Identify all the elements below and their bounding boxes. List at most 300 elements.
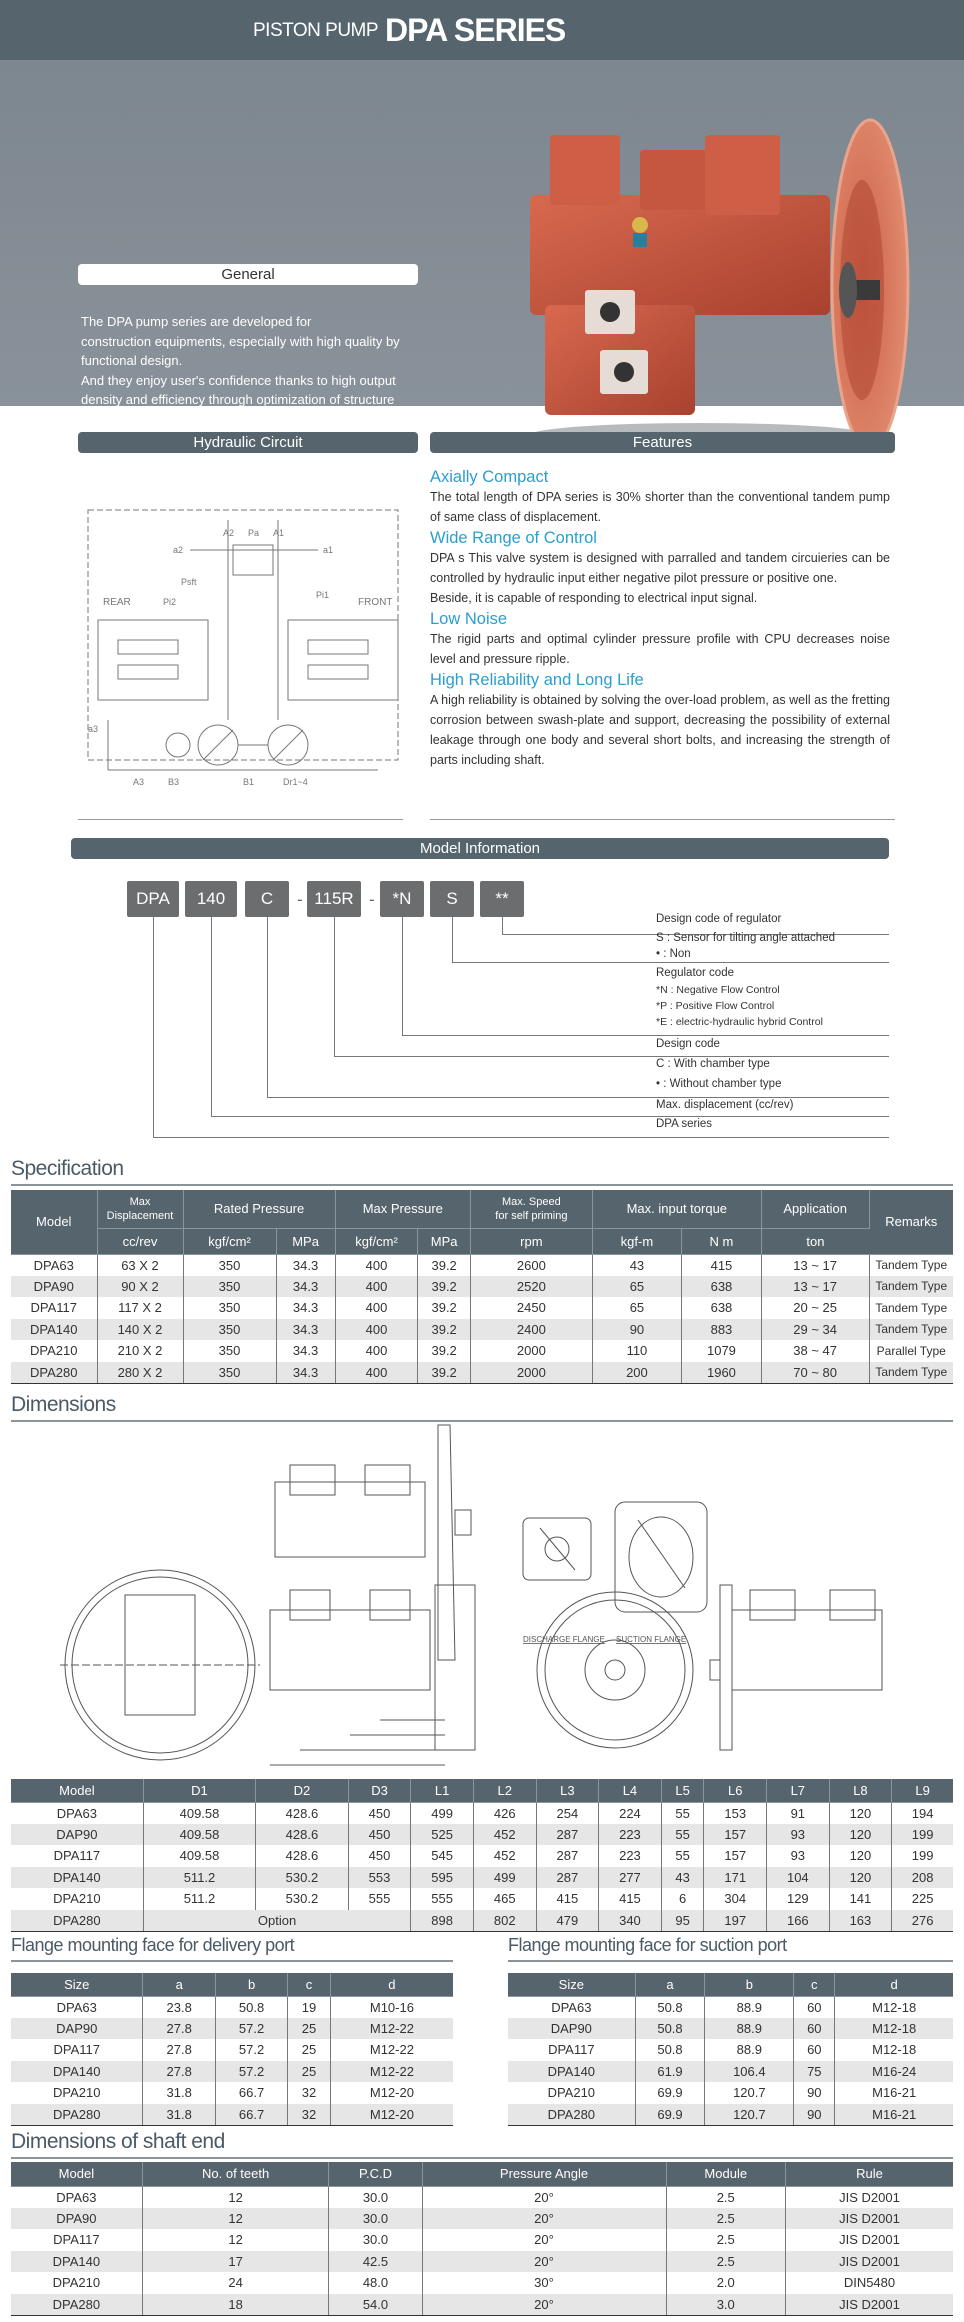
table-cell: 13 ~ 17 <box>761 1254 869 1276</box>
table-cell: 39.2 <box>418 1362 471 1384</box>
table-cell: 400 <box>335 1362 418 1384</box>
table-cell: 25 <box>288 2018 331 2040</box>
table-cell: 511.2 <box>143 1867 255 1889</box>
dimensions-table <box>11 1779 953 1932</box>
table-cell: 42.5 <box>329 2251 422 2273</box>
hero-section <box>0 60 964 427</box>
table-cell: 400 <box>335 1254 418 1276</box>
table-cell: 511.2 <box>143 1888 255 1910</box>
feature-title: Wide Range of Control <box>430 529 597 547</box>
table-cell: M12-18 <box>835 2018 953 2040</box>
table-cell: 638 <box>682 1276 762 1298</box>
table-cell: 110 <box>592 1340 681 1362</box>
table-cell: 428.6 <box>256 1845 349 1867</box>
table-row <box>11 1297 953 1319</box>
table-cell: Tandem Type <box>875 1300 948 1315</box>
table-cell: 2600 <box>470 1254 592 1276</box>
table-cell: 55 <box>661 1845 704 1867</box>
section-rule <box>508 1960 953 1962</box>
column-header: L6 <box>704 1779 767 1802</box>
table-cell: 553 <box>348 1867 411 1889</box>
model-desc-reg-p: *P : Positive Flow Control <box>656 1000 775 1012</box>
table-cell: M16-21 <box>872 2085 917 2101</box>
table-row <box>508 2039 953 2061</box>
table-row <box>11 2186 953 2208</box>
feature-body: The total length of DPA series is 30% shorter than the conventional tandem pump of same class of displacement. <box>430 490 890 524</box>
table-cell: 530.2 <box>256 1888 349 1910</box>
table-cell: M12-20 <box>330 2104 453 2126</box>
table-cell: 3.0 <box>666 2294 785 2316</box>
table-cell: 50.8 <box>635 2018 705 2040</box>
table-cell: 32 <box>288 2082 331 2104</box>
table-cell: 287 <box>536 1824 599 1846</box>
table-cell: 415 <box>599 1888 662 1910</box>
connector-line <box>402 917 403 1035</box>
table-cell: 12 <box>142 2208 329 2230</box>
table-cell: DPA117 <box>508 2039 635 2061</box>
section-rule <box>11 2157 953 2159</box>
table-cell: 91 <box>767 1802 830 1824</box>
table-row <box>11 1910 953 1932</box>
table-row <box>11 1254 953 1276</box>
table-row <box>11 2294 953 2316</box>
table-cell: 90 <box>794 2104 835 2126</box>
table-row <box>11 2061 453 2083</box>
circuit-label: Pa <box>248 528 260 538</box>
header-prefix: PISTON PUMP <box>253 20 379 41</box>
column-header: L2 <box>473 1779 536 1802</box>
table-cell: 2.5 <box>666 2251 785 2273</box>
table-cell: 93 <box>767 1824 830 1846</box>
table-cell: 34.3 <box>276 1276 335 1298</box>
column-header: L3 <box>536 1779 599 1802</box>
table-cell: 199 <box>892 1824 953 1846</box>
general-label: General <box>78 264 418 285</box>
col-max-speed: Max. Speed for self priming <box>470 1190 592 1228</box>
table-cell: Tandem Type <box>869 1362 953 1384</box>
table-cell: DPA63 <box>11 1996 143 2018</box>
table-row <box>11 1340 953 1362</box>
page-header <box>0 0 964 60</box>
table-cell: 69.9 <box>635 2082 705 2104</box>
column-header: Size <box>11 1973 143 1996</box>
table-cell: DPA117 <box>11 1297 97 1319</box>
table-cell: 350 <box>183 1297 276 1319</box>
table-cell: JIS D2001 <box>785 2208 953 2230</box>
column-header: P.C.D <box>329 2162 422 2186</box>
table-cell: 25 <box>288 2039 331 2061</box>
table-row <box>11 2208 953 2230</box>
table-cell: M12-22 <box>330 2061 453 2083</box>
table-cell: 65 <box>592 1276 681 1298</box>
circuit-label: a1 <box>323 545 334 555</box>
column-header: a <box>143 1973 215 1996</box>
table-cell: M16-21 <box>835 2104 953 2126</box>
table-cell: 280 X 2 <box>97 1362 183 1384</box>
circuit-label: FRONT <box>358 597 393 608</box>
model-desc-max-disp: Max. displacement (cc/rev) <box>656 1099 794 1111</box>
table-cell: 415 <box>536 1888 599 1910</box>
table-row <box>508 1996 953 2018</box>
table-row <box>11 1888 953 1910</box>
model-code-displacement: 140 <box>185 881 237 917</box>
circuit-label: A2 <box>223 528 235 538</box>
table-cell: 66.7 <box>215 2082 287 2104</box>
model-desc-chamber-none: • : Without chamber type <box>656 1078 782 1090</box>
table-cell: 525 <box>411 1824 474 1846</box>
model-desc-sensor: S : Sensor for tilting angle attached <box>656 932 835 944</box>
table-cell: 450 <box>348 1845 411 1867</box>
table-cell: 400 <box>335 1319 418 1341</box>
table-cell: 555 <box>348 1888 411 1910</box>
table-row <box>11 2272 953 2294</box>
table-cell: 120 <box>829 1845 892 1867</box>
table-cell: 409.58 <box>143 1802 255 1824</box>
table-cell: DPA117 <box>11 1845 143 1867</box>
table-cell: DPA210 <box>508 2082 635 2104</box>
section-rule <box>11 1960 453 1962</box>
table-cell: 276 <box>892 1910 953 1932</box>
column-header: D1 <box>143 1779 255 1802</box>
feature-title: Low Noise <box>430 610 508 628</box>
table-cell: 409.58 <box>143 1845 255 1867</box>
table-cell: 27.8 <box>143 2039 215 2061</box>
table-cell: DPA63 <box>11 1254 97 1276</box>
circuit-label: A1 <box>273 528 285 538</box>
table-cell: 31.8 <box>143 2104 215 2126</box>
table-cell: DPA63 <box>508 1996 635 2018</box>
table-cell: 12 <box>142 2186 329 2208</box>
column-header: L4 <box>599 1779 662 1802</box>
table-cell: 530.2 <box>256 1867 349 1889</box>
model-desc-reg-n: *N : Negative Flow Control <box>656 984 780 996</box>
table-cell: DPA117 <box>11 2039 143 2061</box>
table-cell: 27.8 <box>143 2061 215 2083</box>
circuit-label: B3 <box>168 777 180 787</box>
table-cell: 350 <box>183 1319 276 1341</box>
table-row <box>11 2104 453 2126</box>
table-cell: 69.9 <box>635 2104 705 2126</box>
model-desc-regulator-code: Regulator code <box>656 967 734 979</box>
column-header: kgf-m <box>592 1228 681 1254</box>
table-cell: 400 <box>335 1340 418 1362</box>
table-row <box>11 1319 953 1341</box>
table-cell: Tandem Type <box>869 1276 953 1298</box>
model-desc-reg-e: *E : electric-hydraulic hybrid Control <box>656 1016 823 1028</box>
table-cell: Tandem Type <box>869 1319 953 1341</box>
dimension-drawings <box>60 1420 920 1780</box>
table-cell: 25 <box>288 2061 331 2083</box>
hydraulic-circuit-header: Hydraulic Circuit <box>78 432 418 453</box>
table-cell: 400 <box>335 1276 418 1298</box>
table-cell: 499 <box>473 1867 536 1889</box>
table-cell: 70 ~ 80 <box>761 1362 869 1384</box>
table-cell: 117 X 2 <box>97 1297 183 1319</box>
feature-body: A high reliability is obtained by solving the over-load problem, as well as the fretting corrosion between swash-plate and support, decreasing the possibility of external leakage through one body and several short bolts, and increasing the strength of parts including shaft. <box>430 693 890 767</box>
model-code-sensor: S <box>430 881 474 917</box>
general-line: The DPA pump series are developed for <box>81 314 312 329</box>
table-cell: DPA280 <box>11 1362 97 1384</box>
table-cell: 60 <box>794 2039 835 2061</box>
table-cell: 210 X 2 <box>97 1340 183 1362</box>
table-cell: 224 <box>599 1802 662 1824</box>
table-cell: DPA63 <box>11 1802 143 1824</box>
features-list <box>430 466 890 770</box>
feature-body: Beside, it is capable of responding to electrical input signal. <box>430 591 758 605</box>
model-desc-sensor-non: • : Non <box>656 948 691 960</box>
table-cell: 287 <box>536 1845 599 1867</box>
table-cell: 106.4 <box>705 2061 794 2083</box>
table-row <box>508 2104 953 2126</box>
circuit-label: Pi1 <box>316 590 330 600</box>
shaft-end-title: Dimensions of shaft end <box>11 2130 225 2153</box>
table-cell: 595 <box>411 1867 474 1889</box>
column-header: L1 <box>411 1779 474 1802</box>
feature-title: High Reliability and Long Life <box>430 671 644 689</box>
table-cell: 32 <box>288 2104 331 2126</box>
specification-table <box>11 1190 953 1384</box>
column-header: MPa <box>418 1228 471 1254</box>
general-line: And they enjoy user's confidence thanks to high output <box>81 372 396 388</box>
column-header: MPa <box>276 1228 335 1254</box>
table-cell: 104 <box>767 1867 830 1889</box>
delivery-flange-title: Flange mounting face for delivery port <box>11 1935 295 1955</box>
table-cell: 898 <box>411 1910 474 1932</box>
table-cell: 350 <box>183 1362 276 1384</box>
table-cell: 27.8 <box>143 2018 215 2040</box>
table-cell: 12 <box>142 2229 329 2251</box>
table-cell: 166 <box>767 1910 830 1932</box>
connector-line <box>267 1097 889 1098</box>
table-cell: 34.3 <box>276 1297 335 1319</box>
table-cell: 48.0 <box>329 2272 422 2294</box>
table-cell: JIS D2001 <box>839 2232 900 2248</box>
connector-line <box>502 917 503 934</box>
table-cell: DPA140 <box>11 2251 142 2273</box>
column-header: c <box>288 1973 331 1996</box>
table-cell: 60 <box>794 2018 835 2040</box>
hydraulic-circuit-diagram <box>78 470 408 800</box>
table-cell: 1960 <box>682 1362 762 1384</box>
table-cell: 208 <box>892 1867 953 1889</box>
table-cell: 43 <box>661 1867 704 1889</box>
table-cell: 61.9 <box>635 2061 705 2083</box>
table-cell: DPA210 <box>11 2082 143 2104</box>
table-cell: 93 <box>767 1845 830 1867</box>
table-cell: 120.7 <box>705 2104 794 2126</box>
delivery-flange-table <box>11 1973 453 2126</box>
table-cell: 2450 <box>470 1297 592 1319</box>
suction-flange-label: SUCTION FLANGE <box>616 1635 687 1644</box>
pump-product-image <box>490 115 910 455</box>
table-cell: 350 <box>183 1276 276 1298</box>
column-header: kgf/cm² <box>335 1228 418 1254</box>
table-cell: 409.58 <box>143 1824 255 1846</box>
table-cell: 39.2 <box>418 1340 471 1362</box>
table-cell: 450 <box>348 1824 411 1846</box>
col-model: Model <box>11 1190 97 1254</box>
table-cell: JIS D2001 <box>785 2251 953 2273</box>
column-header: rpm <box>470 1228 592 1254</box>
column-header: d <box>330 1973 453 1996</box>
features-header: Features <box>430 432 895 453</box>
table-cell: DPA280 <box>11 1910 143 1932</box>
table-cell: 200 <box>592 1362 681 1384</box>
table-cell: 39.2 <box>418 1319 471 1341</box>
table-cell: 38 ~ 47 <box>761 1340 869 1362</box>
col-max-torque: Max. input torque <box>592 1190 761 1228</box>
table-cell: 2000 <box>470 1340 592 1362</box>
table-row <box>508 2061 953 2083</box>
col-remarks: Remarks <box>869 1190 953 1254</box>
general-line: construction equipments, especially with high quality by <box>81 333 400 349</box>
connector-line <box>267 917 268 1097</box>
table-cell: 254 <box>536 1802 599 1824</box>
column-header: cc/rev <box>97 1228 183 1254</box>
table-cell: DPA140 <box>11 2061 143 2083</box>
discharge-flange-label: DISCHARGE FLANGE <box>523 1635 605 1644</box>
table-cell: 2000 <box>470 1362 592 1384</box>
table-cell: 2.5 <box>666 2186 785 2208</box>
general-line: density and efficiency through optimization of structure <box>81 392 395 407</box>
table-cell: DAP90 <box>11 1824 143 1846</box>
table-cell: M12-22 <box>369 2042 414 2058</box>
table-cell: DPA210 <box>11 1888 143 1910</box>
col-max-pressure: Max Pressure <box>335 1190 470 1228</box>
table-cell: DPA90 <box>11 1276 97 1298</box>
table-cell: 20° <box>422 2208 666 2230</box>
model-desc-series: DPA series <box>656 1118 713 1130</box>
table-row <box>11 1802 953 1824</box>
shaft-end-table <box>11 2162 953 2316</box>
table-cell: 34.3 <box>276 1254 335 1276</box>
circuit-label: Psft <box>181 577 197 587</box>
connector-line <box>334 917 335 1056</box>
table-cell: 120 <box>829 1824 892 1846</box>
table-cell: DAP90 <box>11 2018 143 2040</box>
col-rated-pressure: Rated Pressure <box>183 1190 335 1228</box>
table-cell: 452 <box>473 1824 536 1846</box>
table-cell: DPA140 <box>508 2061 635 2083</box>
table-cell: 479 <box>536 1910 599 1932</box>
table-cell: Parallel Type <box>876 1343 946 1358</box>
table-cell: 20° <box>422 2186 666 2208</box>
table-row <box>11 1362 953 1384</box>
table-cell: 883 <box>682 1319 762 1341</box>
table-cell: 57.2 <box>215 2018 287 2040</box>
model-info-header: Model Information <box>71 838 889 859</box>
table-cell: 30.0 <box>329 2208 422 2230</box>
table-cell: 31.8 <box>143 2082 215 2104</box>
table-cell: 88.9 <box>705 2018 794 2040</box>
column-header: c <box>794 1973 835 1996</box>
table-cell: 400 <box>335 1297 418 1319</box>
column-header: Model <box>11 2162 142 2186</box>
column-header: ton <box>761 1228 869 1254</box>
table-cell: 2400 <box>470 1319 592 1341</box>
table-cell: M12-18 <box>872 2042 917 2058</box>
circuit-label: a3 <box>88 724 99 734</box>
table-cell: 60 <box>794 1996 835 2018</box>
model-code-regulator-design: ** <box>480 881 524 917</box>
table-cell: 129 <box>767 1888 830 1910</box>
general-line: functional design. <box>81 353 183 368</box>
table-cell: 157 <box>704 1824 767 1846</box>
table-cell: 90 <box>794 2082 835 2104</box>
table-cell: 120.7 <box>705 2082 794 2104</box>
table-cell: 20 ~ 25 <box>761 1297 869 1319</box>
model-code-design: 115R <box>307 881 361 917</box>
table-row <box>508 2018 953 2040</box>
table-cell: 18 <box>142 2294 329 2316</box>
table-cell: 157 <box>704 1845 767 1867</box>
table-row <box>11 2039 453 2061</box>
table-cell: Tandem Type <box>875 1258 948 1272</box>
table-cell: 2.5 <box>666 2208 785 2230</box>
table-cell: DPA140 <box>11 1319 97 1341</box>
table-cell: 63 X 2 <box>97 1254 183 1276</box>
table-cell: M16-24 <box>835 2061 953 2083</box>
table-cell: 29 ~ 34 <box>761 1319 869 1341</box>
table-cell: DPA280 <box>508 2104 635 2126</box>
feature-body: DPA s This valve system is designed with parralled and tandem circuieries can be controlled by hydraulic input either negative pilot pressure or positive one. <box>430 551 890 585</box>
table-cell: 57.2 <box>215 2039 287 2061</box>
general-description <box>81 312 431 429</box>
table-row <box>11 2251 953 2273</box>
table-row <box>11 1276 953 1298</box>
divider <box>430 819 895 820</box>
table-cell: 50.8 <box>635 2039 705 2061</box>
table-cell: 39.2 <box>418 1276 471 1298</box>
feature-title: Axially Compact <box>430 468 549 486</box>
table-cell: 39.2 <box>418 1297 471 1319</box>
divider <box>78 819 403 820</box>
table-cell: M12-22 <box>330 2018 453 2040</box>
model-code-chamber: C <box>245 881 289 917</box>
table-cell: 225 <box>911 1891 934 1907</box>
column-header: L9 <box>892 1779 953 1802</box>
table-cell: 555 <box>411 1888 474 1910</box>
table-cell: 95 <box>661 1910 704 1932</box>
table-row <box>11 1996 453 2018</box>
table-cell: 223 <box>599 1824 662 1846</box>
table-cell: DPA210 <box>11 1340 97 1362</box>
table-cell: JIS D2001 <box>839 2189 900 2205</box>
table-cell: 426 <box>473 1802 536 1824</box>
table-row <box>11 2229 953 2251</box>
table-cell: 545 <box>411 1845 474 1867</box>
table-cell: 17 <box>142 2251 329 2273</box>
table-cell: 75 <box>794 2061 835 2083</box>
suction-flange-title: Flange mounting face for suction port <box>508 1935 787 1955</box>
specification-title: Specification <box>11 1157 124 1180</box>
table-cell: 1079 <box>682 1340 762 1362</box>
table-cell: 199 <box>911 1848 934 1864</box>
connector-line <box>211 1116 889 1117</box>
table-cell: 223 <box>599 1845 662 1867</box>
table-cell: 450 <box>348 1802 411 1824</box>
table-row <box>11 2082 453 2104</box>
table-cell: 88.9 <box>705 2039 794 2061</box>
column-header: Model <box>11 1779 143 1802</box>
table-cell: 39.2 <box>418 1254 471 1276</box>
table-cell: 415 <box>682 1254 762 1276</box>
suction-flange-table <box>508 1973 953 2126</box>
table-cell: Option <box>143 1910 411 1932</box>
table-cell: 55 <box>661 1802 704 1824</box>
table-cell: 2.5 <box>666 2229 785 2251</box>
table-cell: DPA280 <box>11 2294 142 2316</box>
